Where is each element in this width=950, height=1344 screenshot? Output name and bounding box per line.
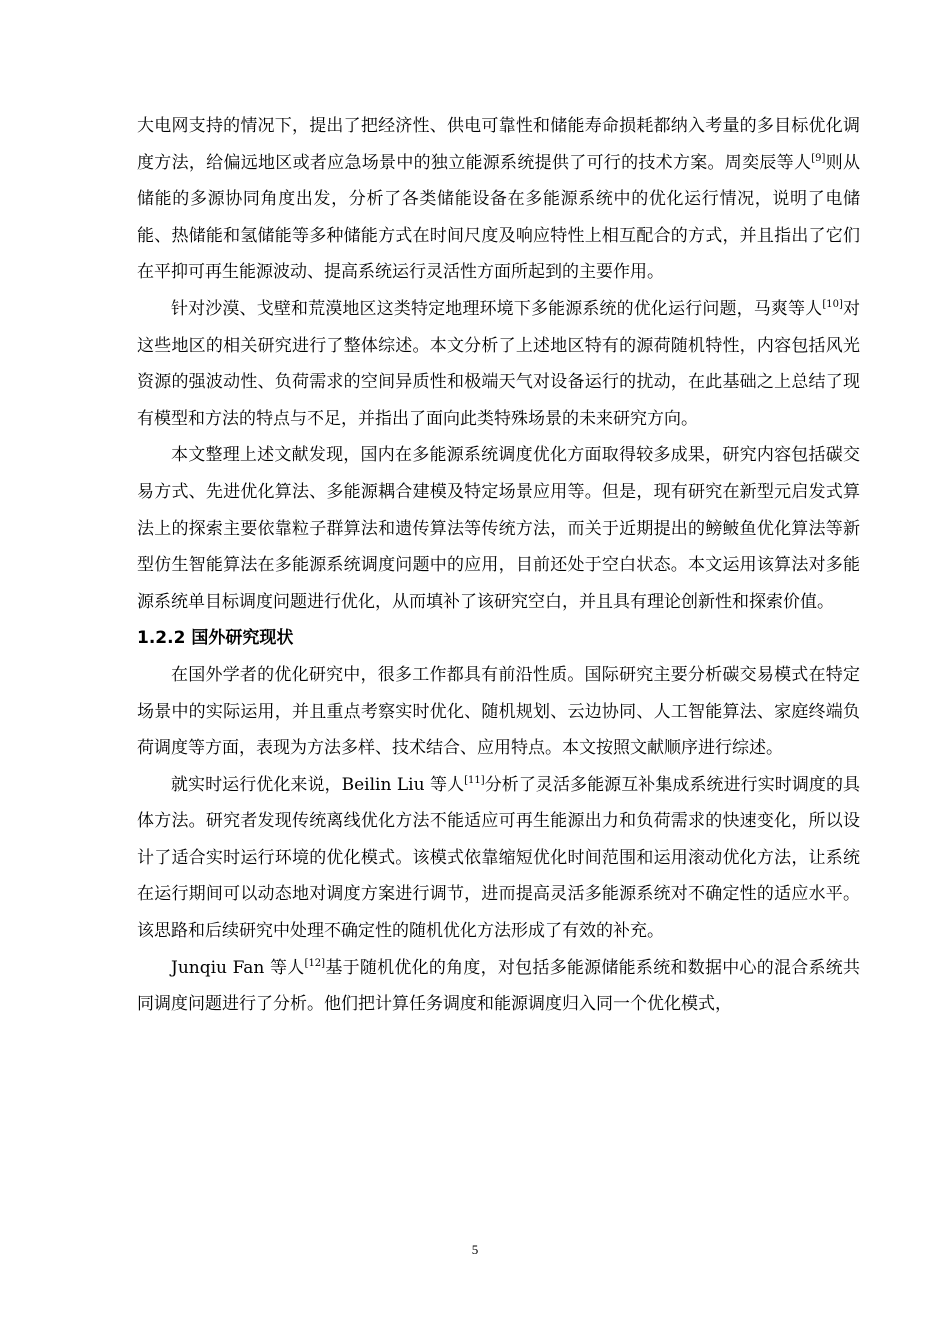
citation-ref: [9] xyxy=(811,152,826,164)
paragraph-text: 在国外学者的优化研究中，很多工作都具有前沿性质。国际研究主要分析碳交易模式在特定场景中的实际运用，并且重点考察实时优化、随机规划、云边协同、人工智能算法、家庭终端负荷调度等方面，表现为方法多样、技术结合、应用特点。本文按照文献顺序进行综述。 xyxy=(137,664,860,759)
paragraph-text: 分析了灵活多能源互补集成系统进行实时调度的具体方法。研究者发现传统离线优化方法不能适应可再生能源出力和负荷需求的快速变化，所以设计了适合实时运行环境的优化模式。该模式依靠缩短优化时间范围和运用滚动优化方法，让系统在运行期间可以动态地对调度方案进行调节，进而提高灵活多能源系统对不确定性的适应水平。该思路和后续研究中处理不确定性的随机优化方法形成了有效的补充。 xyxy=(137,774,860,942)
paragraph-5 xyxy=(137,767,860,950)
paragraph-text: 针对沙漠、戈壁和荒漠地区这类特定地理环境下多能源系统的优化运行问题，马爽等人 xyxy=(171,298,823,319)
page-number: 5 xyxy=(471,1242,479,1257)
paragraph-1 xyxy=(137,108,860,291)
paragraph-6 xyxy=(137,950,860,1023)
paragraph-text: 则从储能的多源协同角度出发，分析了各类储能设备在多能源系统中的优化运行情况，说明了电储能、热储能和氢储能等多种储能方式在时间尺度及响应特性上相互配合的方式，并且指出了它们在平抑可再生能源波动、提高系统运行灵活性方面所起到的主要作用。 xyxy=(137,152,860,283)
paragraph-text: 就实时运行优化来说，Beilin Liu 等人 xyxy=(171,774,465,795)
paragraph-text: 本文整理上述文献发现，国内在多能源系统调度优化方面取得较多成果，研究内容包括碳交易方式、先进优化算法、多能源耦合建模及特定场景应用等。但是，现有研究在新型元启发式算法上的探索主要依靠粒子群算法和遗传算法等传统方法，而关于近期提出的鳑鲏鱼优化算法等新型仿生智能算法在多能源系统调度问题中的应用，目前还处于空白状态。本文运用该算法对多能源系统单目标调度问题进行优化，从而填补了该研究空白，并且具有理论创新性和探索价值。 xyxy=(137,445,860,612)
page-content xyxy=(137,108,860,1023)
paragraph-4 xyxy=(137,657,860,767)
paragraph-2 xyxy=(137,291,860,437)
citation-ref: [11] xyxy=(464,774,485,786)
paragraph-text: 对这些地区的相关研究进行了整体综述。本文分析了上述地区特有的源荷随机特性，内容包括风光资源的强波动性、负荷需求的空间异质性和极端天气对设备运行的扰动，在此基础之上总结了现有模型和方法的特点与不足，并指出了面向此类特殊场景的未来研究方向。 xyxy=(137,298,860,429)
paragraph-text: 大电网支持的情况下，提出了把经济性、供电可靠性和储能寿命损耗都纳入考量的多目标优化调度方法，给偏远地区或者应急场景中的独立能源系统提供了可行的技术方案。周奕辰等人 xyxy=(137,116,860,173)
paragraph-text: 基于随机优化的角度，对包括多能源储能系统和数据中心的混合系统共同调度问题进行了分析。他们把计算任务调度和能源调度归入同一个优化模式， xyxy=(137,957,861,1015)
paragraph-3 xyxy=(137,437,860,620)
section-heading: 1.2.2 国外研究现状 xyxy=(137,628,294,649)
paragraph-text: Junqiu Fan 等人 xyxy=(171,957,305,978)
citation-ref: [10] xyxy=(822,298,843,310)
citation-ref: [12] xyxy=(304,957,326,969)
